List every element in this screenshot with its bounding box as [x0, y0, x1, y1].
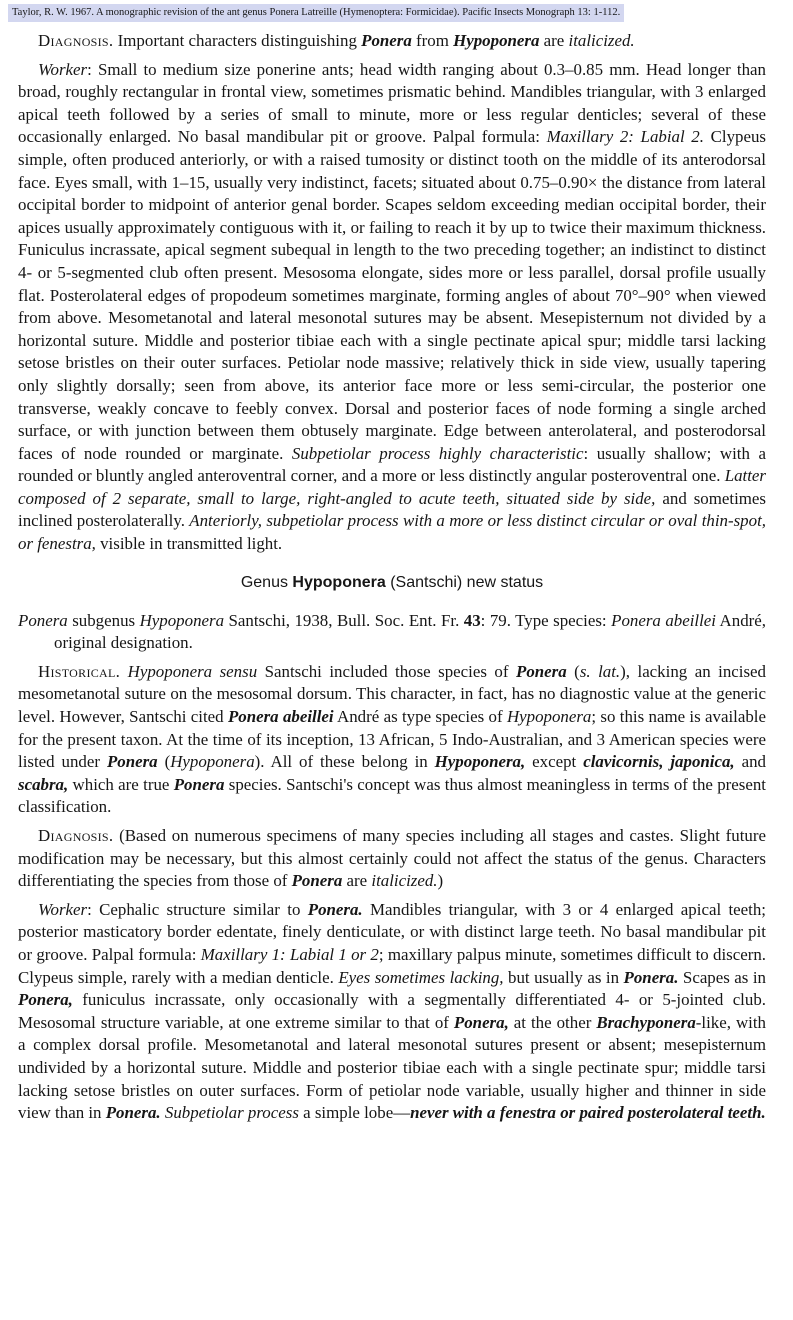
text: (Based on numerous specimens of many species including all stages and castes. Slight future modification may be necessary, but this almost certainly could not affect the status of the genus. Characters differentiating the species from those of [18, 826, 766, 891]
text: : Small to medium size ponerine ants; head width ranging about 0.3–0.85 mm. Head longer than broad, roughly rectangular in frontal view, sometimes prismatic behind. Mandibles triangular, with 3 enlarged apical teeth followed by a series of small to minute, more or less regular denticles; several of these occasionally enlarged. No basal mandibular pit or groove. Palpal formula: [18, 59, 766, 147]
document-page [18, 30, 766, 1125]
genus-name: Hypoponera [506, 707, 592, 727]
historical-heading: Historical. [38, 661, 121, 681]
synonymy-entry [18, 610, 766, 655]
worker-label: Worker [38, 899, 88, 919]
genus-name: Hypoponera, [434, 752, 526, 772]
hypoponera-worker-description [18, 899, 766, 1125]
genus-name: Ponera [173, 774, 225, 794]
historical-paragraph [18, 661, 766, 819]
species-names: clavicornis, japonica, [583, 752, 735, 772]
text: subgenus [67, 610, 140, 630]
genus-name: Ponera, [453, 1012, 509, 1032]
genus-heading [18, 572, 766, 594]
text: Subpetiolar process highly characteristic [291, 443, 584, 463]
diagnosis-heading: Diagnosis. [38, 826, 114, 845]
text: and sometimes inclined posterolaterally. [18, 488, 766, 531]
text: at the other [508, 1012, 597, 1032]
text: a simple lobe— [298, 1103, 411, 1123]
text: ; so this name is available for the present taxon. At the time of its inception, 13 African, 5 Indo-Australian, and 3 American species were listed under [18, 707, 766, 772]
text: André as type species of [333, 707, 507, 727]
genus-name: Ponera [18, 610, 68, 630]
text: but usually as in [503, 967, 624, 987]
text: : Cephalic structure similar to [87, 899, 308, 919]
genus-name: Ponera. [623, 967, 679, 987]
text: Subpetiolar process [164, 1103, 299, 1123]
text: ). All of these belong in [254, 752, 435, 772]
diagnosis-heading: Diagnosis. [38, 31, 114, 50]
ponera-worker-description [18, 59, 766, 556]
text: Clypeus simple, often produced anteriorly, or with a raised tumosity or distinct tooth on the middle of its anterodorsal face. Eyes small, with 1–15, usually very indistinct, facets; situated about 0.75–0.90× the distance from lateral occipital border to midpoint of anterior genal border. Scapes seldom exceeding median occipital border, their apices usually approximately contiguous with it, or failing to reach it by up to twice their maximum thickness. Funiculus incrassate, apical segment subequal in length to the two preceding together; an indistinct to distinct 4- or 5-segmented club often present. Mesosoma elongate, sides more or less parallel, dorsal profile usually flat. Posterolateral edges of propodeum sometimes marginate, forming angles of about 70°–90° when viewed from above. Mesometanotal and lateral mesonotal sutures may be absent. Mesepisternum not divided by a horizontal suture. Middle and posterior tibiae each with a single pectinate apical spur; middle tarsi lacking setose bristles on their outer surfaces. Petiolar node massive; relatively thick in side view, usually tapering only slightly dorsally; seen from above, its anterior face more or less semi-circular, the posterior one transverse, weakly concave to feebly convex. Dorsal and posterior faces of node forming a single arched surface, or with junction between them obtusely marginate. Edge between anterolateral, and posterodorsal faces of node rounded or marginate. [18, 127, 766, 463]
palpal-formula: Maxillary 1: Labial 1 or 2 [200, 944, 379, 964]
genus-name: Hypoponera [453, 31, 540, 50]
volume-number: 43 [463, 610, 481, 630]
text: except [525, 752, 584, 772]
species-name: Ponera abeillei [227, 707, 334, 727]
text: and [734, 752, 766, 772]
text: : 79. Type species: [480, 610, 612, 630]
text: which are true [68, 774, 174, 794]
text: Anteriorly, subpetiolar process with a more or less distinct circular or oval thin-spot, or fenestra, [18, 511, 766, 554]
text: Santschi, 1938, Bull. Soc. Ent. Fr. [224, 610, 464, 630]
text: never with a fenestra or paired posterolateral teeth. [410, 1103, 766, 1123]
text: visible in transmitted light. [95, 534, 283, 554]
text: Genus [240, 573, 293, 591]
genus-name: Ponera, [18, 990, 73, 1010]
text: italicized. [371, 871, 438, 891]
text: italicized. [568, 31, 635, 50]
text: ( [157, 752, 171, 772]
genus-name: Ponera. [307, 899, 363, 919]
text: André, original designation. [54, 610, 766, 653]
species-name: scabra, [18, 774, 69, 794]
text: ; maxillary palpus minute, sometimes difficult to discern. Clypeus simple, rarely with a median denticle. [18, 944, 766, 987]
citation-banner: Taylor, R. W. 1967. A monographic revision of the ant genus Ponera Latreille (Hymenoptera: Formicidae). Pacific Insects Monograph 13: 1-112. [8, 4, 624, 22]
text: Important characters distinguishing [117, 31, 362, 50]
text: s. lat. [579, 661, 621, 681]
text: species. Santschi's concept was thus almost meaningless in terms of the present classification. [18, 774, 766, 817]
text: ), lacking an incised mesometanotal suture on the mesosomal dorsum. This character, in fact, has no diagnostic value at the generic level. However, Santschi cited [18, 661, 766, 727]
species-name: Ponera abeillei [611, 610, 716, 630]
genus-name: Brachyponera [596, 1012, 696, 1032]
genus-name: Ponera [291, 871, 343, 891]
genus-name: Ponera [516, 661, 567, 681]
text: Mandibles triangular, with 3 or 4 enlarged apical teeth; posterior masticatory border edentate, finely denticulate, or with distinct large teeth. No basal mandibular pit or groove. Palpal formula: [18, 899, 767, 964]
text: ) [437, 871, 444, 891]
genus-name: Ponera. [105, 1103, 161, 1123]
text: -like, with a complex dorsal profile. Mesometanotal and lateral mesonotal sutures present or absent; mesepisternum undivided by a horizontal suture. Middle and posterior tibiae each with a single pectinate spur; middle tarsi lacking setose bristles on outer surfaces. Form of petiolar node variable, usually higher and thinner in side view than in [18, 1012, 766, 1123]
palpal-formula: Maxillary 2: Labial 2. [546, 127, 704, 147]
text: are [539, 31, 569, 50]
text: are [342, 871, 372, 891]
ponera-diagnosis-intro [18, 30, 766, 53]
text: (Santschi) new status [385, 573, 544, 591]
genus-name: Ponera [361, 31, 412, 50]
hypoponera-diagnosis [18, 825, 766, 893]
text: Eyes sometimes lacking, [338, 967, 504, 987]
text: Scapes as in [678, 967, 767, 987]
text: ( [566, 661, 580, 681]
text: : usually shallow; with a rounded or bluntly angled anteroventral corner, and a more or less distinctly angular posteroventral one. [18, 443, 767, 486]
text: Hypoponera sensu [127, 661, 258, 681]
worker-label: Worker [38, 59, 88, 79]
genus-name: Hypoponera [170, 752, 255, 772]
genus-name: Ponera [106, 752, 158, 772]
genus-name: Hypoponera [292, 573, 386, 591]
genus-name: Hypoponera [139, 610, 225, 630]
text: from [411, 31, 454, 50]
text: Latter composed of 2 separate, small to large, right-angled to acute teeth, situated side by side, [18, 466, 766, 508]
text: funiculus incrassate, only occasionally with a segmentally differentiated 4- or 5-jointed club. Mesosomal structure variable, at one extreme similar to that of [18, 990, 766, 1032]
text: Santschi included those species of [257, 661, 516, 681]
